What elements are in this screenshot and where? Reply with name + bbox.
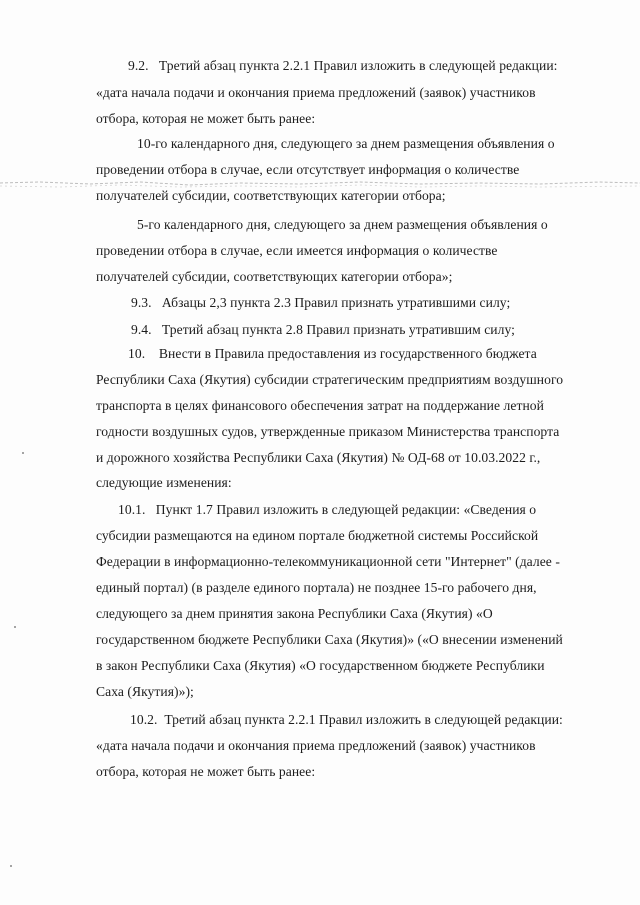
text-line: 5-го календарного дня, следующего за днем размещения объявления о	[137, 217, 548, 232]
paragraph-9-4	[131, 322, 515, 338]
text-line: проведении отбора в случае, если имеется информация о количестве	[96, 243, 498, 258]
paragraph-10-line-4	[96, 424, 559, 440]
paragraph-10-2-line-1	[130, 712, 563, 728]
paragraph-10-day-line-3	[96, 188, 446, 204]
paragraph-10-2-line-2	[96, 738, 536, 754]
text-line: субсидии размещаются на едином портале бюджетной системы Российской	[96, 528, 539, 543]
paragraph-9-2-line-2	[96, 85, 606, 101]
text-line: следующие изменения:	[96, 475, 232, 490]
text-line: следующего за днем принятия закона Республики Саха (Якутия) «О	[96, 606, 493, 621]
text-line: отбора, которая не может быть ранее:	[96, 111, 316, 126]
scan-speck	[22, 452, 24, 454]
text-line: Республики Саха (Якутия) субсидии стратегическим предприятиям воздушного	[96, 372, 564, 387]
scan-speck	[14, 626, 16, 628]
text-line: проведении отбора в случае, если отсутствует информация о количестве	[96, 162, 520, 177]
text-line: в закон Республики Саха (Якутия) «О государственном бюджете Республики	[96, 658, 545, 673]
paragraph-10-1-line-5	[96, 606, 493, 622]
text-line: «дата начала подачи и окончания приема предложений (заявок) участников	[96, 85, 536, 100]
paragraph-9-3	[131, 295, 510, 311]
paragraph-10-2-line-3	[96, 764, 315, 780]
paragraph-10-line-3	[96, 398, 544, 414]
paragraph-10-line-5	[96, 450, 540, 466]
paragraph-10-day-line-2	[96, 162, 519, 178]
text-line: 10-го календарного дня, следующего за днем размещения объявления о	[137, 136, 555, 151]
paragraph-9-2-line-1	[128, 58, 606, 74]
paragraph-5-day-line-3	[96, 269, 452, 285]
text-line: получателей субсидии, соответствующих категории отбора;	[96, 188, 446, 203]
text-line: 10.2. Третий абзац пункта 2.2.1 Правил изложить в следующей редакции:	[130, 712, 563, 727]
paragraph-10-1-line-4	[96, 580, 537, 596]
scan-speck	[10, 865, 12, 867]
text-line: Федерации в информационно-телекоммуникационной сети "Интернет" (далее -	[96, 554, 560, 569]
text-line: 10.1. Пункт 1.7 Правил изложить в следующей редакции: «Сведения о	[118, 502, 537, 517]
paragraph-10-1-line-3	[96, 554, 560, 570]
text-line: 9.4. Третий абзац пункта 2.8 Правил признать утратившим силу;	[131, 322, 515, 337]
text-line: единый портал) (в разделе единого портала) не позднее 15-го рабочего дня,	[96, 580, 537, 595]
paragraph-10-1-line-1	[118, 502, 536, 518]
paragraph-9-2-line-3	[96, 111, 315, 127]
text-line: отбора, которая не может быть ранее:	[96, 764, 316, 779]
paragraph-10-1-line-8	[96, 684, 194, 700]
text-line: 9.2. Третий абзац пункта 2.2.1 Правил изложить в следующей редакции:	[128, 58, 558, 73]
text-line: Саха (Якутия)»);	[96, 684, 194, 699]
paragraph-10-line-2	[96, 372, 563, 388]
paragraph-10-day-line-1	[137, 136, 555, 152]
paragraph-5-day-line-1	[137, 217, 548, 233]
text-line: 9.3. Абзацы 2,3 пункта 2.3 Правил признать утратившими силу;	[131, 295, 511, 310]
text-line: государственном бюджете Республики Саха (Якутия)» («О внесении изменений	[96, 632, 563, 647]
paragraph-5-day-line-2	[96, 243, 498, 259]
text-line: получателей субсидии, соответствующих категории отбора»;	[96, 269, 453, 284]
paragraph-10-1-line-7	[96, 658, 545, 674]
text-line: годности воздушных судов, утвержденные приказом Министерства транспорта	[96, 424, 560, 439]
text-line: транспорта в целях финансового обеспечения затрат на поддержание летной	[96, 398, 544, 413]
paragraph-10-line-1	[128, 346, 537, 362]
text-line: и дорожного хозяйства Республики Саха (Якутия) № ОД-68 от 10.03.2022 г.,	[96, 450, 541, 465]
paragraph-10-line-6	[96, 475, 232, 491]
text-line: «дата начала подачи и окончания приема предложений (заявок) участников	[96, 738, 536, 753]
paragraph-10-1-line-2	[96, 528, 538, 544]
paragraph-10-1-line-6	[96, 632, 563, 648]
text-line: 10. Внести в Правила предоставления из государственного бюджета	[128, 346, 537, 361]
